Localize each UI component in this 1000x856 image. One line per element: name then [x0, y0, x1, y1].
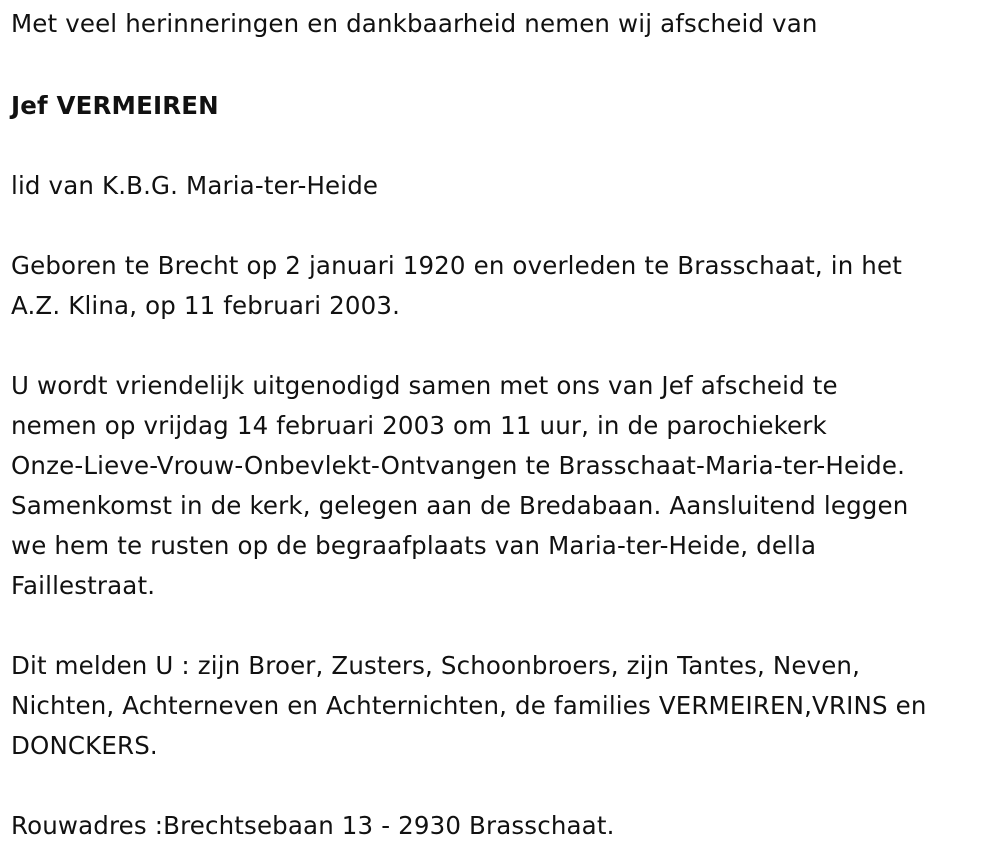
deceased-name: Jef VERMEIREN — [11, 91, 219, 120]
invitation-line-2: nemen op vrijdag 14 februari 2003 om 11 uur, in de parochiekerk — [11, 411, 827, 440]
invitation-line-1: U wordt vriendelijk uitgenodigd samen met ons van Jef afscheid te — [11, 371, 838, 400]
membership-text: lid van K.B.G. Maria-ter-Heide — [11, 171, 379, 200]
invitation-line-5: we hem te rusten op de begraafplaats van Maria-ter-Heide, della — [11, 531, 817, 560]
invitation-line-3: Onze-Lieve-Vrouw-Onbevlekt-Ontvangen te Brasschaat-Maria-ter-Heide. — [11, 451, 906, 480]
invitation-line-6: Faillestraat. — [11, 571, 156, 600]
intro-text: Met veel herinneringen en dankbaarheid nemen wij afscheid van — [11, 9, 818, 38]
invitation-line-4: Samenkomst in de kerk, gelegen aan de Bredabaan. Aansluitend leggen — [11, 491, 909, 520]
birth-death-line-2: A.Z. Klina, op 11 februari 2003. — [11, 291, 401, 320]
announcement-line-3: DONCKERS. — [11, 731, 158, 760]
announcement-line-2: Nichten, Achterneven en Achternichten, de families VERMEIREN,VRINS en — [11, 691, 927, 720]
address-text: Rouwadres :Brechtsebaan 13 - 2930 Brasschaat. — [11, 811, 615, 840]
announcement-line-1: Dit melden U : zijn Broer, Zusters, Schoonbroers, zijn Tantes, Neven, — [11, 651, 861, 680]
birth-death-line-1: Geboren te Brecht op 2 januari 1920 en overleden te Brasschaat, in het — [11, 251, 902, 280]
